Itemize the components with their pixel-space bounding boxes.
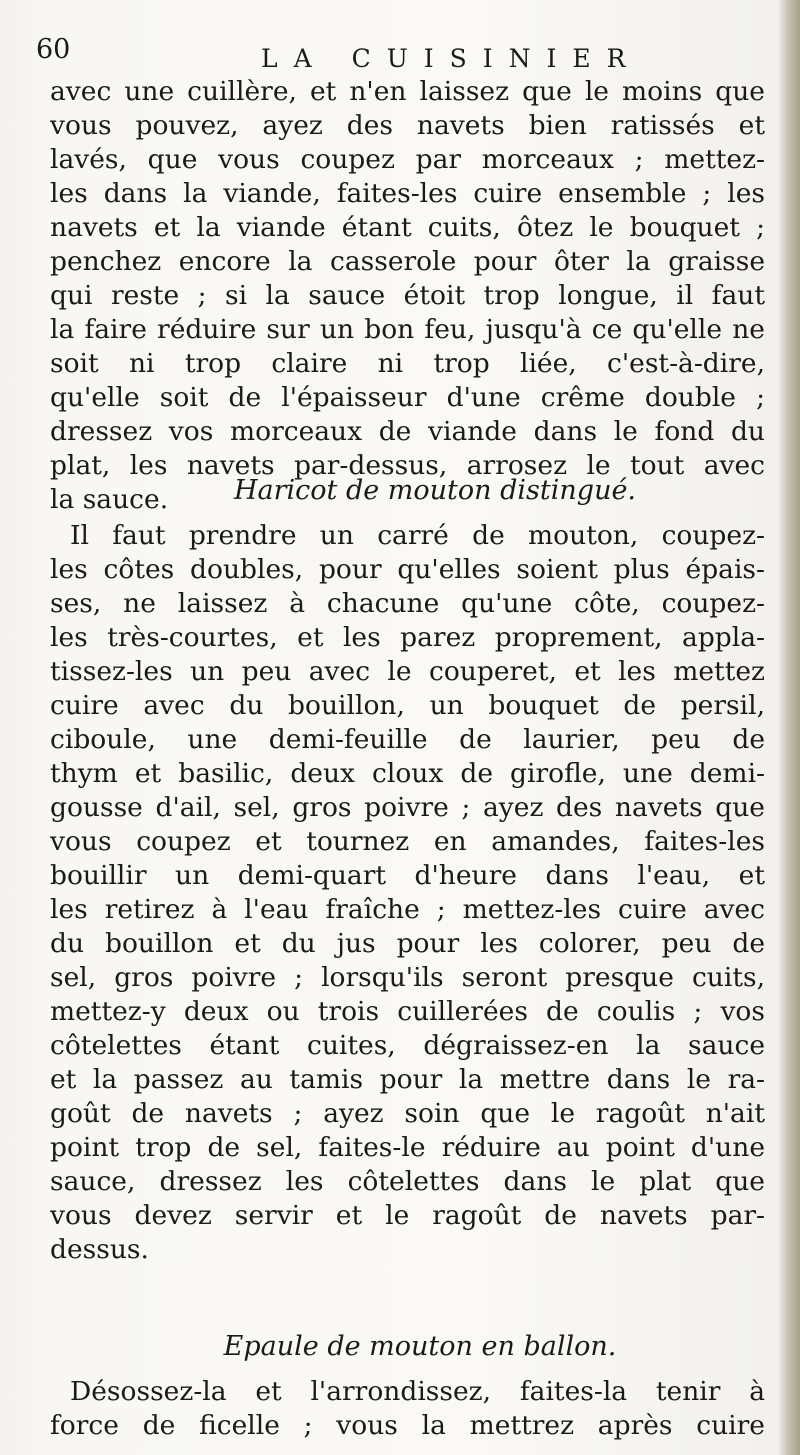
running-title: LA CUISINIER	[261, 44, 642, 73]
text-line: la sauce.	[50, 484, 169, 515]
text-line: tissez-les un peu avec le couperet, et les mettez	[50, 656, 765, 687]
recipe-heading-epaule: Epaule de mouton en ballon.	[223, 1331, 617, 1362]
text-line: ses, ne laissez à chacune qu'une côte, coupez-	[50, 588, 765, 619]
recipe-heading-haricot: Haricot de mouton distingué.	[233, 475, 637, 506]
text-line: vous pouvez, ayez des navets bien ratissés et	[50, 110, 765, 141]
text-line: sel, gros poivre ; lorsqu'ils seront presque cuits,	[50, 962, 765, 993]
page-edge-shadow	[778, 0, 800, 1455]
text-line: dessus.	[50, 1234, 149, 1265]
text-line: qui reste ; si la sauce étoit trop longue, il faut	[50, 280, 765, 311]
text-line: les dans la viande, faites-les cuire ensemble ; les	[50, 178, 765, 209]
text-line: ciboule, une demi-feuille de laurier, peu de	[50, 724, 765, 755]
text-line: thym et basilic, deux cloux de girofle, une demi-	[50, 758, 765, 789]
text-line: soit ni trop claire ni trop liée, c'est-à-dire,	[50, 348, 765, 379]
text-line: vous coupez et tournez en amandes, faites-les	[50, 826, 765, 857]
text-line: du bouillon et du jus pour les colorer, peu de	[50, 928, 765, 959]
text-line: les retirez à l'eau fraîche ; mettez-les cuire avec	[50, 894, 765, 925]
text-line: Il faut prendre un carré de mouton, coupez-	[70, 520, 765, 551]
text-line: avec une cuillère, et n'en laissez que le moins que	[50, 76, 765, 107]
text-line: qu'elle soit de l'épaisseur d'une crême double ;	[50, 382, 765, 413]
text-line: côtelettes étant cuites, dégraissez-en la sauce	[50, 1030, 765, 1061]
text-line: les côtes doubles, pour qu'elles soient plus épais-	[50, 554, 765, 585]
text-line: mettez-y deux ou trois cuillerées de coulis ; vos	[50, 996, 765, 1027]
recipe-paragraph-epaule	[50, 1375, 765, 1443]
text-line: navets et la viande étant cuits, ôtez le bouquet ;	[50, 212, 765, 243]
text-line: force de ficelle ; vous la mettrez après cuire	[50, 1410, 765, 1441]
text-line: et la passez au tamis pour la mettre dans le ra-	[50, 1064, 765, 1095]
text-line: cuire avec du bouillon, un bouquet de persil,	[50, 690, 765, 721]
text-line: goût de navets ; ayez soin que le ragoût n'ait	[50, 1098, 765, 1129]
recipe-paragraph-haricot	[50, 519, 765, 1267]
text-line: sauce, dressez les côtelettes dans le plat que	[50, 1166, 765, 1197]
text-line: les très-courtes, et les parez proprement, appla-	[50, 622, 765, 653]
text-line: point trop de sel, faites-le réduire au point d'une	[50, 1132, 765, 1163]
text-line: bouillir un demi-quart d'heure dans l'eau, et	[50, 860, 765, 891]
text-line: penchez encore la casserole pour ôter la graisse	[50, 246, 765, 277]
page-number: 60	[36, 34, 71, 65]
page-header	[36, 26, 776, 73]
text-line: vous devez servir et le ragoût de navets par-	[50, 1200, 765, 1231]
text-line: lavés, que vous coupez par morceaux ; mettez-	[50, 144, 765, 175]
text-line: gousse d'ail, sel, gros poivre ; ayez des navets que	[50, 792, 765, 823]
text-line: Désossez-la et l'arrondissez, faites-la tenir à	[70, 1376, 765, 1407]
recipe-continuation-paragraph	[50, 75, 765, 517]
text-line: plat, les navets par-dessus, arrosez le tout avec	[50, 450, 765, 481]
text-line: dressez vos morceaux de viande dans le fond du	[50, 416, 765, 447]
text-line: la faire réduire sur un bon feu, jusqu'à ce qu'elle ne	[50, 314, 765, 345]
